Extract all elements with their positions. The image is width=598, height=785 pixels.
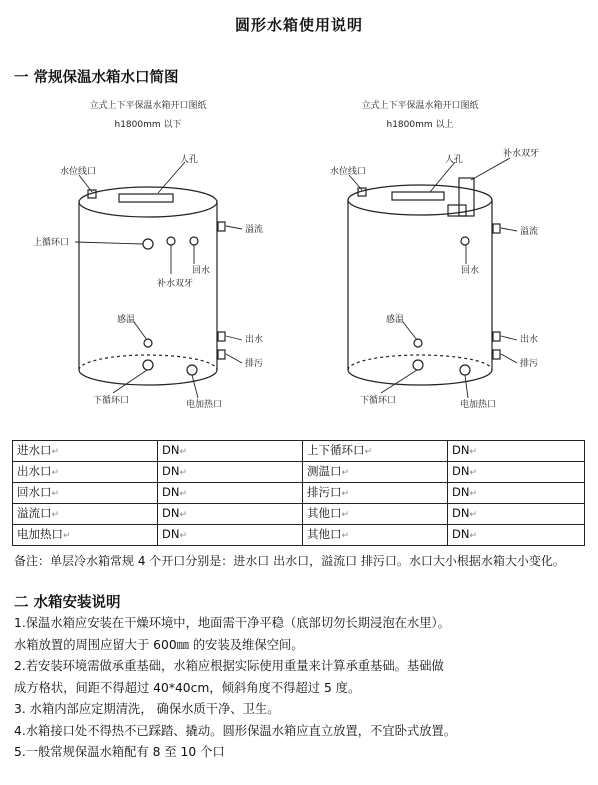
cell-text: 其他口 — [307, 506, 342, 520]
left-label-upper-loop: 上循环口 — [33, 238, 70, 248]
table-cell — [303, 483, 448, 504]
left-tank-body — [79, 187, 225, 385]
return-mark: ↵ — [469, 489, 478, 499]
table-cell — [158, 441, 303, 462]
cell-text: DN — [452, 464, 470, 478]
left-caption-2: h1800mm 以下 — [114, 120, 182, 130]
left-caption-1: 立式上下平保温水箱开口图纸 — [89, 101, 207, 111]
step-line: 5.一般常规保温水箱配有 8 至 10 个口 — [14, 745, 225, 759]
right-caption-1: 立式上下平保温水箱开口图纸 — [361, 101, 479, 111]
cell-text: DN — [452, 485, 470, 499]
table-row — [13, 441, 585, 462]
right-label-overflow: 溢流 — [520, 227, 539, 237]
installation-steps — [14, 613, 590, 764]
table-cell — [303, 504, 448, 525]
tank-diagrams — [0, 92, 598, 427]
right-label-return: 回水 — [461, 266, 480, 276]
return-mark: ↵ — [364, 447, 373, 457]
cell-text: DN — [162, 464, 180, 478]
cell-text: DN — [452, 506, 470, 520]
table-cell — [303, 441, 448, 462]
cell-text: DN — [452, 443, 470, 457]
cell-text: 其他口 — [307, 527, 342, 541]
table-cell — [13, 462, 158, 483]
step-line: 水箱放置的周围应留大于 600㎜ 的安装及维保空间。 — [14, 637, 304, 652]
left-label-outlet: 出水 — [245, 335, 264, 345]
step-line: 成方格状，间距不得超过 40*40cm，倾斜角度不得超过 5 度。 — [14, 680, 361, 695]
left-label-drain: 排污 — [245, 359, 264, 369]
cell-text: DN — [162, 527, 180, 541]
return-mark: ↵ — [51, 510, 60, 520]
cell-text: 溢流口 — [17, 506, 52, 520]
return-mark: ↵ — [63, 531, 71, 541]
return-mark: ↵ — [341, 531, 350, 541]
table-cell — [158, 462, 303, 483]
section-heading-installation: 二 水箱安装说明 — [14, 595, 121, 611]
return-mark: ↵ — [469, 468, 478, 478]
step-line: 3. 水箱内部应定期清洗， 确保水质干净、卫生。 — [14, 702, 280, 716]
right-label-makeup: 补水双牙 — [503, 149, 540, 159]
return-mark: ↵ — [51, 468, 60, 478]
cell-text: DN — [452, 527, 470, 541]
left-label-manhole: 人孔 — [180, 155, 199, 165]
cell-text: 出水口 — [17, 464, 52, 478]
right-label-heater: 电加热口 — [460, 400, 497, 410]
right-label-drain: 排污 — [520, 359, 539, 369]
left-label-water-level: 水位线口 — [60, 167, 97, 177]
right-caption-2: h1800mm 以上 — [386, 120, 454, 130]
table-cell — [448, 525, 585, 546]
left-label-makeup: 补水双牙 — [157, 279, 194, 289]
table-cell — [448, 462, 585, 483]
left-label-lower-loop: 下循环口 — [93, 396, 130, 406]
return-mark: ↵ — [341, 510, 350, 520]
return-mark: ↵ — [51, 489, 60, 499]
table-cell — [13, 483, 158, 504]
cell-text: DN — [162, 485, 180, 499]
table-cell — [448, 504, 585, 525]
table-row — [13, 504, 585, 525]
right-label-sensor: 感温 — [386, 315, 405, 325]
return-mark: ↵ — [179, 447, 188, 457]
cell-text: DN — [162, 506, 180, 520]
cell-text: 进水口 — [17, 443, 52, 457]
right-label-water-level: 水位线口 — [330, 167, 367, 177]
return-mark: ↵ — [179, 531, 188, 541]
return-mark: ↵ — [469, 510, 478, 520]
cell-text: 电加热口 — [17, 527, 63, 541]
table-cell — [158, 504, 303, 525]
return-mark: ↵ — [179, 510, 188, 520]
return-mark: ↵ — [179, 468, 188, 478]
table-cell — [158, 525, 303, 546]
cell-text: 上下循环口 — [307, 443, 365, 457]
cell-text: 回水口 — [17, 485, 52, 499]
table-cell — [303, 525, 448, 546]
table-cell — [303, 462, 448, 483]
return-mark: ↵ — [51, 447, 60, 457]
return-mark: ↵ — [469, 447, 478, 457]
return-mark: ↵ — [341, 489, 350, 499]
table-cell — [448, 483, 585, 504]
table-cell — [13, 441, 158, 462]
table-row — [13, 525, 585, 546]
cell-text: DN — [162, 443, 180, 457]
cell-text: 排污口 — [307, 485, 342, 499]
page-title: 圆形水箱使用说明 — [234, 16, 363, 34]
left-label-overflow: 溢流 — [245, 225, 264, 235]
return-mark: ↵ — [469, 531, 478, 541]
table-cell — [13, 504, 158, 525]
table-cell — [158, 483, 303, 504]
cell-text: 测温口 — [307, 464, 342, 478]
step-line: 2.若安装环境需做承重基础，水箱应根据实际使用重量来计算承重基础。基础做 — [14, 659, 444, 673]
step-line: 4.水箱接口处不得热不已踩踏、撬动。圆形保温水箱应直立放置，不宜卧式放置。 — [14, 723, 457, 738]
right-label-outlet: 出水 — [520, 335, 539, 345]
table-cell — [448, 441, 585, 462]
table-cell — [13, 525, 158, 546]
right-label-manhole: 人孔 — [445, 155, 464, 165]
port-spec-table — [12, 440, 585, 546]
return-mark: ↵ — [179, 489, 188, 499]
return-mark: ↵ — [341, 468, 350, 478]
left-label-sensor: 感温 — [117, 315, 136, 325]
left-label-return: 回水 — [192, 266, 211, 276]
right-tank-body — [348, 178, 500, 385]
remark-text: 备注：单层冷水箱常规 4 个开口分别是：进水口 出水口，溢流口 排污口。水口大小根据水箱大小变化。 — [14, 554, 565, 568]
step-line: 1.保温水箱应安装在干燥环境中，地面需干净平稳（底部切勿长期浸泡在水里）。 — [14, 616, 450, 630]
section-heading-diagrams: 一 常规保温水箱水口简图 — [14, 70, 179, 86]
table-row — [13, 483, 585, 504]
right-label-lower-loop: 下循环口 — [360, 396, 397, 406]
left-label-heater: 电加热口 — [186, 400, 223, 410]
table-row — [13, 462, 585, 483]
